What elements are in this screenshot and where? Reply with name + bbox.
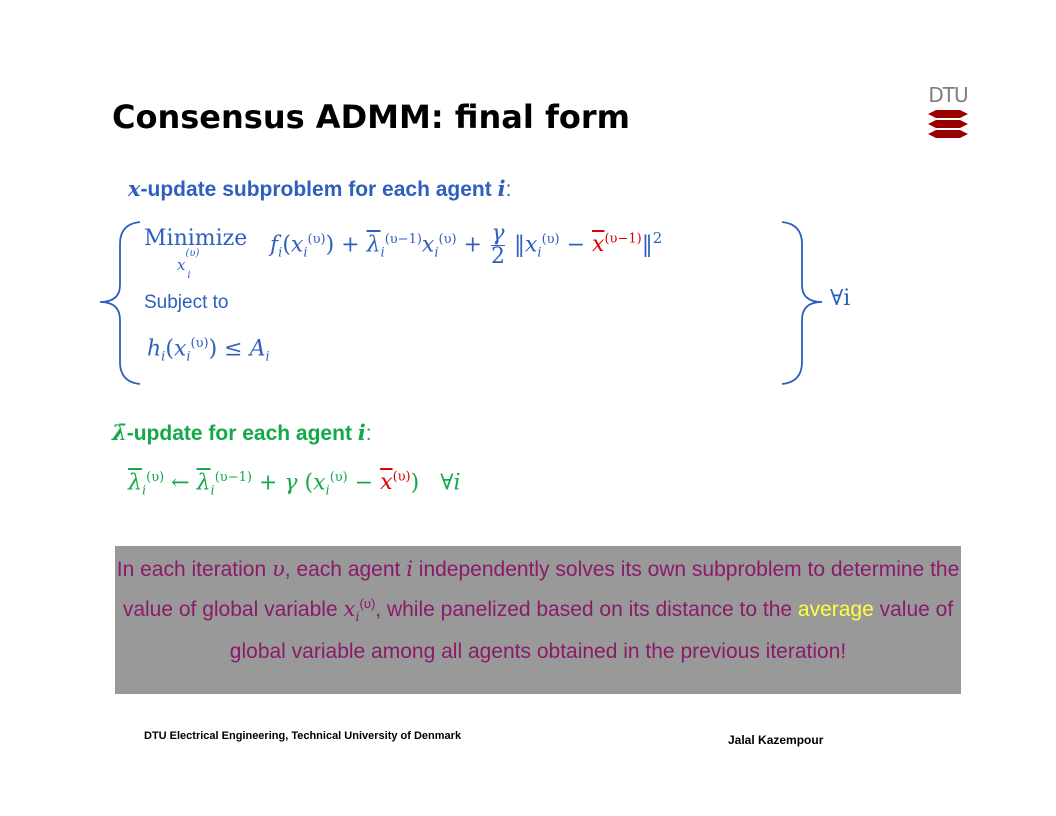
minimize-variable: $x^{(\upsilon)}_i$ xyxy=(177,248,200,281)
forall-agents: ∀i xyxy=(830,286,851,311)
subject-to-label: Subject to xyxy=(144,292,229,313)
dtu-logo-text: DTU xyxy=(928,83,968,107)
x-update-heading: x-update subproblem for each agent i: xyxy=(128,176,512,201)
note-box: In each iteration υ, each agent i independently solves its own subproblem to determine the value of global variable $x_i^{(\upsilon)}$, while panelized based on its distance to the average value of global variable among all agents obtained in the previous iteration! xyxy=(115,546,961,694)
minimize-label: Minimize xyxy=(144,226,248,251)
average-highlight: average xyxy=(797,598,874,621)
lambda-update-heading: λ̄-update for each agent i: xyxy=(112,420,372,445)
constraint: $h_i(x_i^{(\upsilon)}) \le A_i$ xyxy=(147,336,270,365)
footer-institution: DTU Electrical Engineering, Technical University of Denmark xyxy=(144,730,462,742)
objective-function: $f_i(x_i^{(\upsilon)}) + \overline{\lambda}_i^{(\upsilon-1)}x_i^{(\upsilon)}$ + $\frac{\gamma}{2}$ $‖x_i^{(\upsilon)}$ − $\overline{x}^{(\upsilon-1)}‖^2$ xyxy=(270,220,663,269)
left-brace xyxy=(100,222,140,384)
right-brace xyxy=(782,222,822,384)
footer-author: Jalal Kazempour xyxy=(728,733,824,747)
lambda-update-equation: $\overline{\lambda}_i^{(\upsilon)}$ ← $\overline{\lambda}_i^{(\upsilon-1)} + \gamma$ $(x_i^{(\upsilon)} - \overline{x}^{(\upsilon)})$ ∀i xyxy=(128,470,461,499)
slide-title: Consensus ADMM: final form xyxy=(112,98,630,136)
